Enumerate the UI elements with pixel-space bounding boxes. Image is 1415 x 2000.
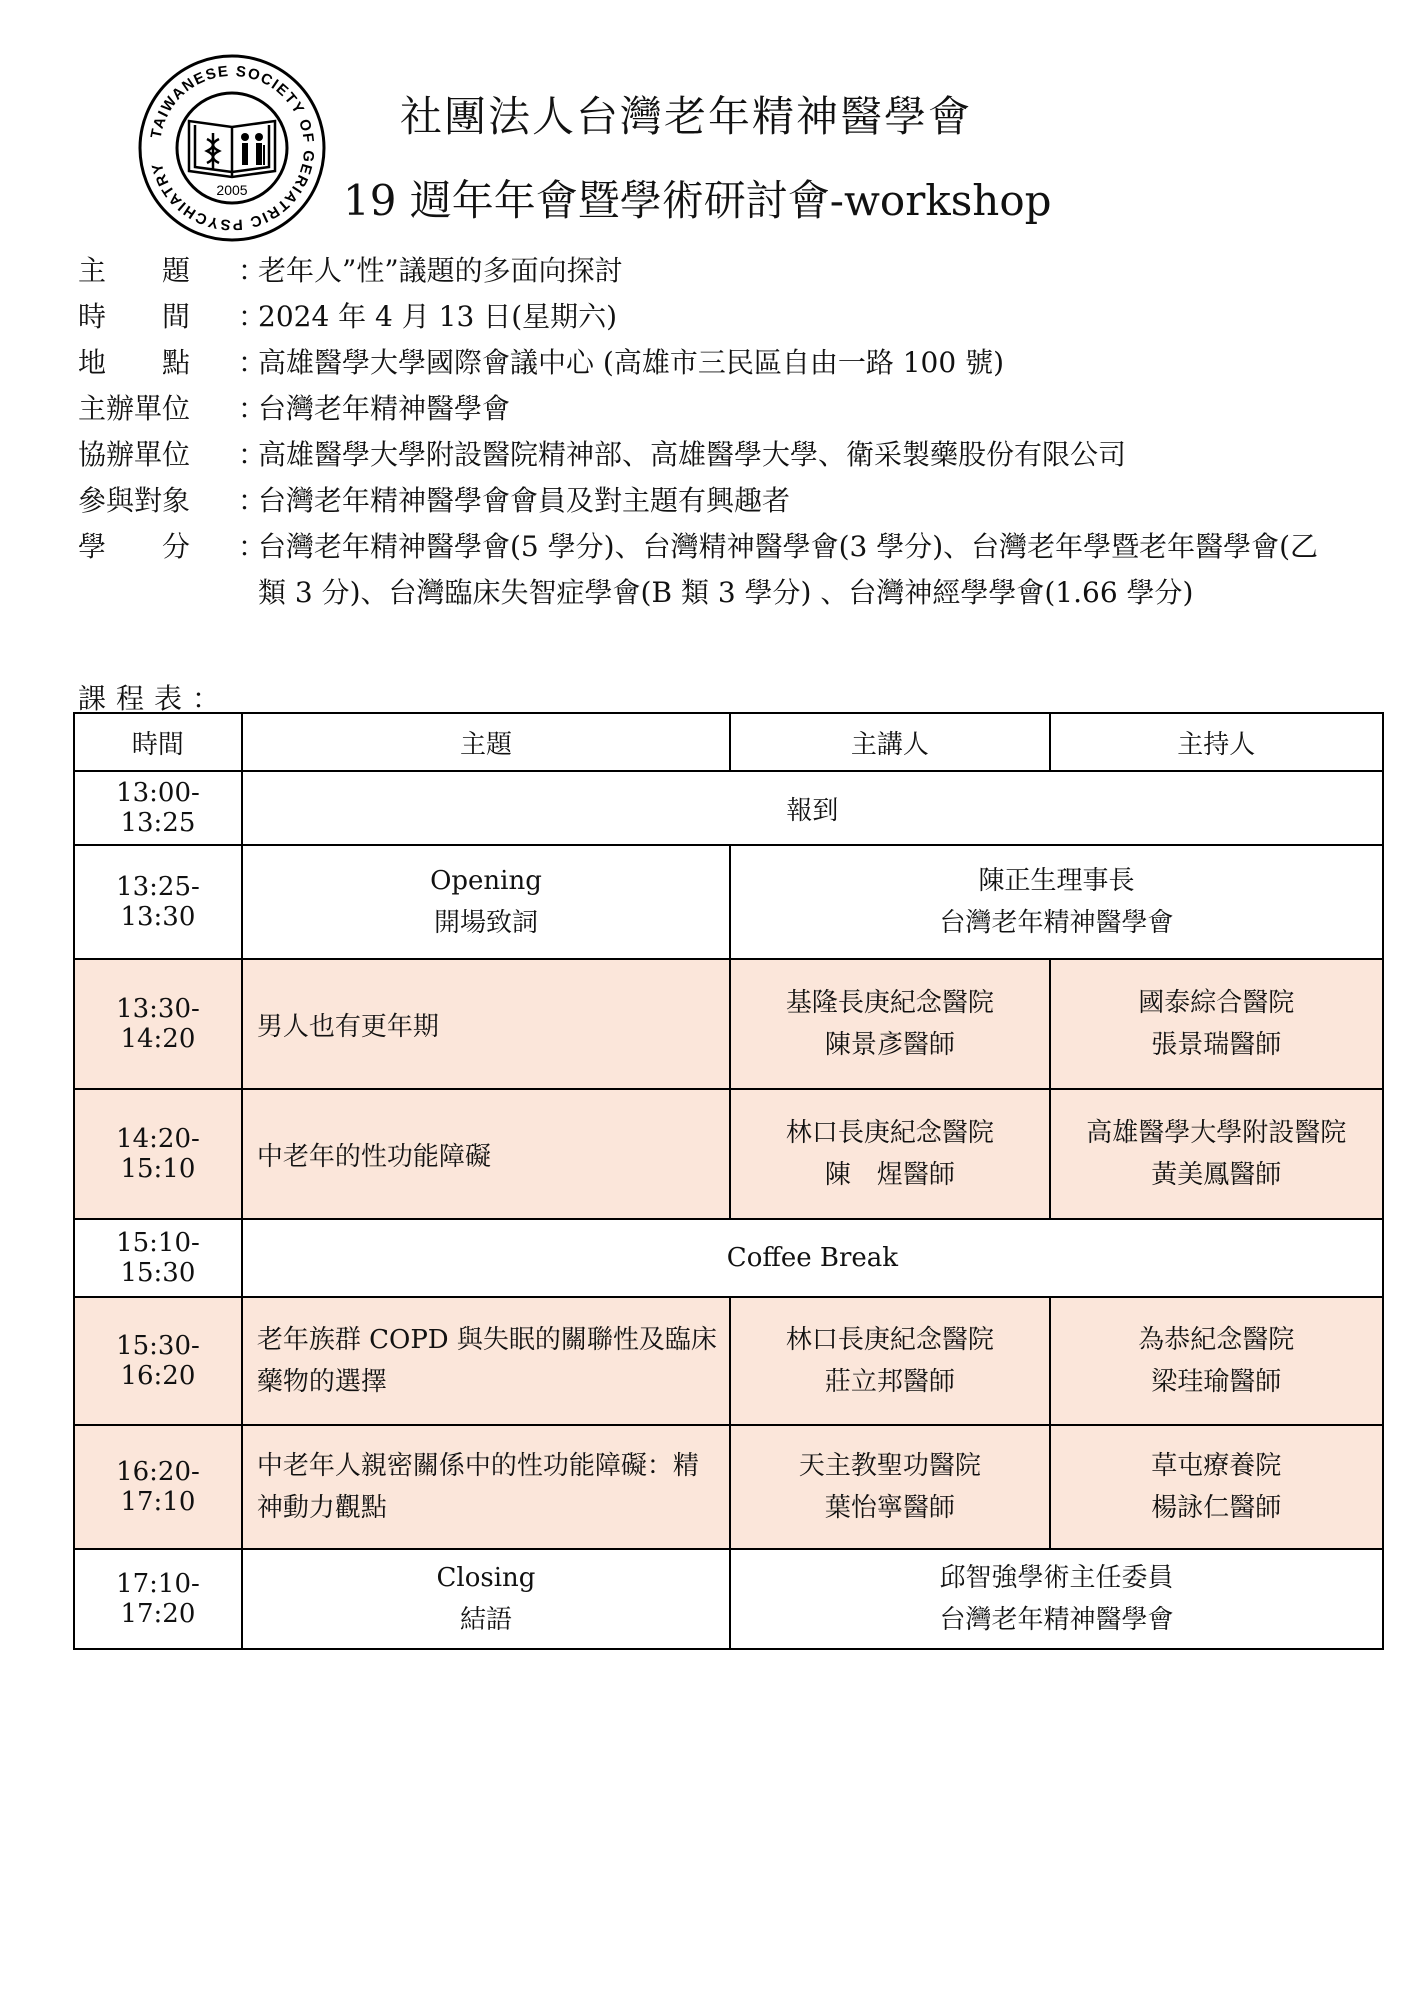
table-row [74,1549,1383,1649]
info-row [78,386,1338,432]
info-value: 台灣老年精神醫學會 [258,392,511,425]
info-label: 學 分 [78,530,191,563]
cell-topic: 中老年的性功能障礙 [242,1089,730,1219]
info-label: 主辦單位 [78,392,191,425]
speaker-line: 林口長庚紀念醫院 [785,1325,994,1355]
speaker-line: 林口長庚紀念醫院 [785,1118,994,1148]
table-row [74,845,1383,959]
info-label: 參與對象 [78,484,191,517]
cell-speaker [730,1089,1049,1219]
event-info [78,248,1338,616]
cell-host [1050,1297,1383,1425]
cell-time: 13:00-13:25 [74,771,242,845]
book-icon [189,121,275,177]
info-row [78,248,1338,294]
host-line: 楊詠仁醫師 [1151,1493,1282,1523]
cell-coffee-break: Coffee Break [242,1219,1383,1297]
table-row [74,1089,1383,1219]
info-colon: ： [238,346,267,379]
speaker-line: 天主教聖功醫院 [798,1451,981,1481]
cell-speaker [730,845,1383,959]
host-line: 為恭紀念醫院 [1138,1325,1295,1355]
cell-time: 14:20-15:10 [74,1089,242,1219]
info-label: 協辦單位 [78,438,191,471]
table-row [74,1297,1383,1425]
info-colon: ： [238,438,267,471]
schedule-label: 課程表： [78,682,231,715]
cell-time: 17:10-17:20 [74,1549,242,1649]
speaker-line: 葉怡寧醫師 [824,1493,955,1523]
cell-host [1050,1425,1383,1549]
info-label: 時 間 [78,300,191,333]
info-colon: ： [238,254,267,287]
speaker-line: 陳 煋醫師 [824,1160,955,1190]
info-row [78,478,1338,524]
speaker-line: 台灣老年精神醫學會 [939,1605,1174,1635]
host-line: 草屯療養院 [1151,1451,1282,1481]
info-label: 主 題 [78,254,191,287]
table-row [74,771,1383,845]
info-colon: ： [238,484,267,517]
society-logo [137,53,327,243]
info-label: 地 點 [78,346,191,379]
header-time: 時間 [74,713,242,771]
host-line: 高雄醫學大學附設醫院 [1086,1118,1347,1148]
cell-topic: 男人也有更年期 [242,959,730,1089]
table-row [74,959,1383,1089]
speaker-line: 邱智強學術主任委員 [939,1563,1174,1593]
svg-text:TAIWANESE SOCIETY OF GERIATRIC: TAIWANESE SOCIETY OF GERIATRIC PSYCHIATRY [147,62,318,234]
cell-time: 16:20-17:10 [74,1425,242,1549]
speaker-line: 台灣老年精神醫學會 [939,908,1174,938]
header-topic: 主題 [242,713,730,771]
cell-registration: 報到 [242,771,1383,845]
topic-line: Closing [436,1563,536,1593]
info-row [78,340,1338,386]
schedule-table [73,712,1384,1650]
topic-line: 開場致詞 [433,908,538,938]
cell-host [1050,1089,1383,1219]
info-row [78,294,1338,340]
speaker-line: 基隆長庚紀念醫院 [785,988,994,1018]
info-colon: ： [238,300,267,333]
speaker-line: 陳景彥醫師 [824,1030,955,1060]
header-host: 主持人 [1050,713,1383,771]
host-line: 張景瑞醫師 [1151,1030,1282,1060]
host-line: 梁珪瑜醫師 [1151,1367,1282,1397]
info-value: 高雄醫學大學附設醫院精神部、高雄醫學大學、衛采製藥股份有限公司 [258,438,1127,471]
info-row [78,524,1338,616]
cell-speaker [730,1549,1383,1649]
table-row [74,1219,1383,1297]
info-value: 2024 年 4 月 13 日(星期六) [258,300,618,333]
cell-speaker [730,1297,1049,1425]
info-value: 老年人”性”議題的多面向探討 [258,254,623,287]
host-line: 黃美鳳醫師 [1151,1160,1282,1190]
info-value: 台灣老年精神醫學會(5 學分)、台灣精神醫學會(3 學分)、台灣老年學暨老年醫學會(乙類 3 分)、台灣臨床失智症學會(B 類 3 學分) 、台灣神經學學會(1.66 學分) [258,530,1319,609]
cell-host [1050,959,1383,1089]
table-header-row [74,713,1383,771]
page-title: 社團法人台灣老年精神醫學會 [400,92,973,141]
page-subtitle: 19 週年年會暨學術研討會-workshop [343,176,1052,225]
cell-topic: 中老年人親密關係中的性功能障礙：精神動力觀點 [242,1425,730,1549]
speaker-line: 莊立邦醫師 [824,1367,955,1397]
cell-topic: 老年族群 COPD 與失眠的關聯性及臨床藥物的選擇 [242,1297,730,1425]
cell-time: 13:30-14:20 [74,959,242,1089]
speaker-line: 陳正生理事長 [978,866,1135,896]
info-row [78,432,1338,478]
cell-topic [242,845,730,959]
svg-text:2005: 2005 [216,182,248,198]
info-value: 台灣老年精神醫學會會員及對主題有興趣者 [258,484,791,517]
host-line: 國泰綜合醫院 [1138,988,1295,1018]
cell-speaker [730,1425,1049,1549]
cell-time: 15:10-15:30 [74,1219,242,1297]
cell-speaker [730,959,1049,1089]
info-colon: ： [238,530,267,563]
info-value: 高雄醫學大學國際會議中心 (高雄市三民區自由一路 100 號) [258,346,1004,379]
cell-time: 15:30-16:20 [74,1297,242,1425]
header-speaker: 主講人 [730,713,1049,771]
topic-line: 結語 [459,1605,512,1635]
elderly-figures-icon [241,133,265,165]
table-row [74,1425,1383,1549]
info-colon: ： [238,392,267,425]
cell-topic [242,1549,730,1649]
cell-time: 13:25-13:30 [74,845,242,959]
caduceus-icon [207,133,219,169]
topic-line: Opening [430,866,542,896]
